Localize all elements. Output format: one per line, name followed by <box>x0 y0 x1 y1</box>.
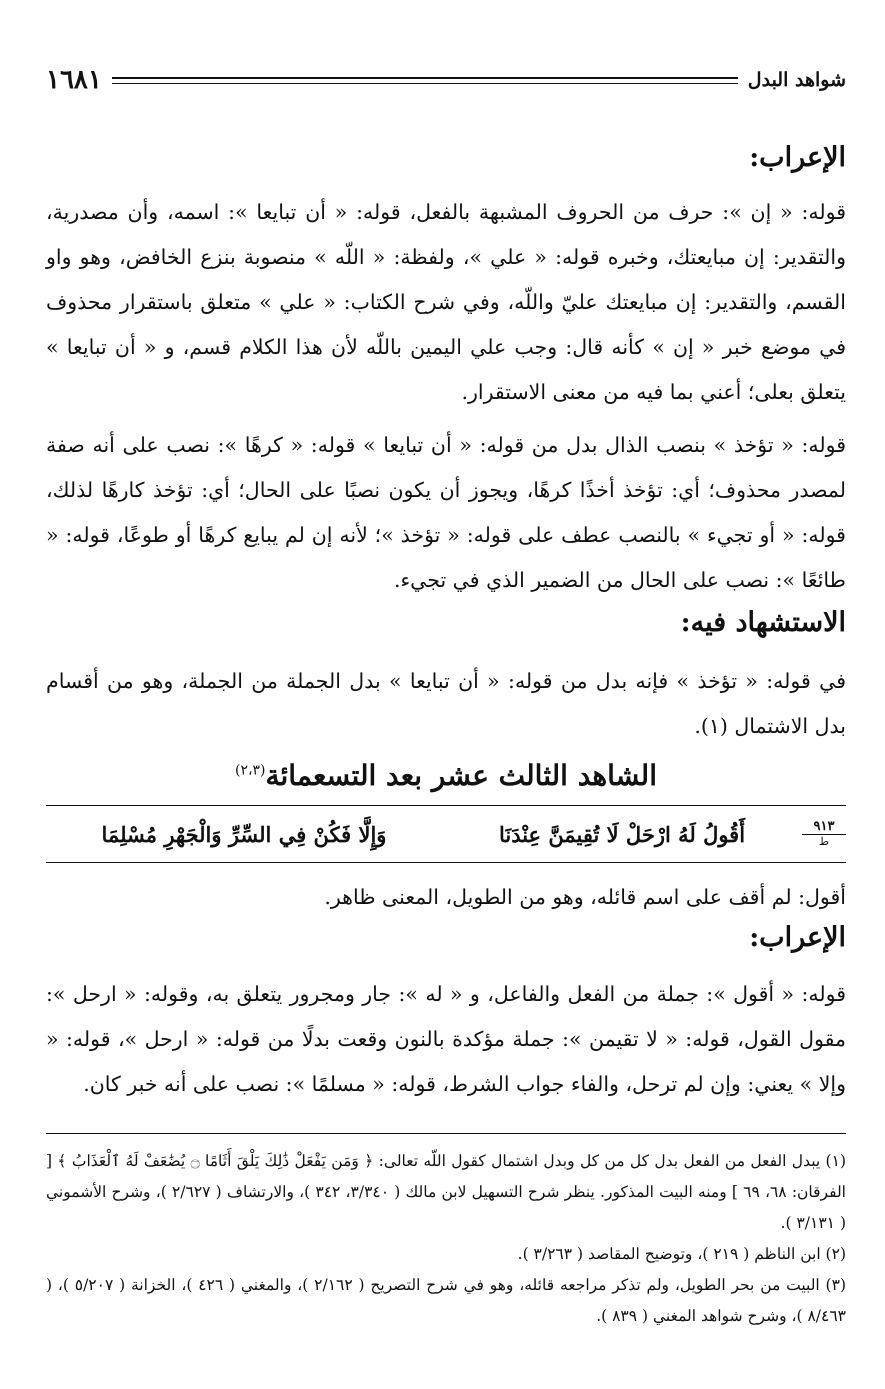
section-heading-istishhad: الاستشهاد فيه: <box>680 607 846 638</box>
running-title: شواهد البدل <box>747 69 846 91</box>
footnotes <box>46 1133 846 1332</box>
document-page <box>46 60 846 1332</box>
verse-box <box>46 805 846 863</box>
paragraph-irab-3: قوله: « أقول »: جملة من الفعل والفاعل، و « له »: جار ومجرور يتعلق به، وقوله: « ارحل »: مقول القول، قوله: « لا تقيمن »: جملة مؤكدة بالنون وقعت بدلًا من قوله: « ارحل »، قوله: « وإلا » يعني: وإن لم ترحل، والفاء جواب الشرط، قوله: « مسلمًا »: نصب على أنه خبر كان. <box>46 982 846 1096</box>
paragraph-istishhad: في قوله: « تؤخذ » فإنه بدل من قوله: « أن تبايعا » بدل الجملة من الجملة، وهو من أقسام بدل الاشتمال (١). <box>46 669 846 738</box>
verse-number-text: ٩١٣ <box>813 818 835 834</box>
shahid-title-ref: (٢،٣) <box>235 762 266 779</box>
footnote-2: (٢) ابن الناظم ( ٢١٩ )، وتوضيح المقاصد ( ٣/٢٦٣ ). <box>517 1245 846 1263</box>
section-heading-irab: الإعراب: <box>749 142 846 173</box>
section-heading-irab-2: الإعراب: <box>749 922 846 953</box>
header-rule <box>112 77 738 84</box>
verse-hemistich-2: وَإِلَّا فَكُنْ فِي السِّرِّ وَالْجَهْرِ مُسْلِمَا <box>101 821 387 847</box>
shahid-title <box>46 759 846 805</box>
verse-number <box>802 820 846 849</box>
paragraph-irab-1: قوله: « إن »: حرف من الحروف المشبهة بالفعل، قوله: « أن تبايعا »: اسمه، وأن مصدرية، والتقدير: إن مبايعتك، وخبره قوله: « علي »، ولفظة: « اللّه » منصوبة بنزع الخافض، وهو واو القسم، والتقدير: إن مبايعتك عليّ واللّه، وفي شرح الكتاب: « علي » متعلق باستقرار محذوف في موضع خبر « إن » كأنه قال: وجب علي اليمين باللّه لأن هذا الكلام قسم، و « أن تبايعا » يتعلق بعلى؛ أعني بما فيه من معنى الاستقرار. <box>46 200 846 404</box>
verse-meter: ط <box>802 834 846 849</box>
footnote-3: (٣) البيت من بحر الطويل، ولم تذكر مراجعه قائله، وهو في شرح التصريح ( ٢/١٦٢ )، والمغني ( ٤٢٦ )، الخزانة ( ٥/٢٠٧ )، ( ٨/٤٦٣ )، وشرح شواهد المغني ( ٨٣٩ ). <box>46 1276 846 1325</box>
paragraph-irab-2: قوله: « تؤخذ » بنصب الذال بدل من قوله: « أن تبايعا » قوله: « كرهًا »: نصب على أنه صفة لمصدر محذوف؛ أي: تؤخذ أخذًا كرهًا، ويجوز أن يكون نصبًا على الحال؛ أي: تؤخذ كارهًا لذلك، قوله: « أو تجيء » بالنصب عطف على قوله: « تؤخذ »؛ لأنه إن لم يبايع كرهًا أو طوعًا، قوله: « طائعًا »: نصب على الحال من الضمير الذي في تجيء. <box>46 433 846 592</box>
paragraph-aqul: أقول: لم أقف على اسم قائله، وهو من الطويل، المعنى ظاهر. <box>324 885 846 909</box>
verse-hemistich-1: أَقُولُ لَهُ ارْحَلْ لَا تُقِيمَنَّ عِنْدَنَا <box>498 821 746 847</box>
footnote-1: (١) يبدل الفعل من الفعل بدل كل من كل وبدل اشتمال كقول اللّه تعالى: ﴿ وَمَن يَفْعَلْ ذَٰلِكَ يَلْقَ أَثَامًا ۝ يُضَٰعَفْ لَهُ ٱلْعَذَابُ ﴾ [ الفرقان: ٦٨، ٦٩ ] ومنه البيت المذكور. ينظر شرح التسهيل لابن مالك ( ٣/٣٤٠، ٣٤٢ )، والارتشاف ( ٢/٦٢٧ )، وشرح الأشموني ( ٣/١٣١ ). <box>46 1152 846 1232</box>
page-header <box>46 60 846 100</box>
page-number: ١٦٨١ <box>46 65 102 95</box>
shahid-title-text: الشاهد الثالث عشر بعد التسعمائة <box>265 759 657 792</box>
